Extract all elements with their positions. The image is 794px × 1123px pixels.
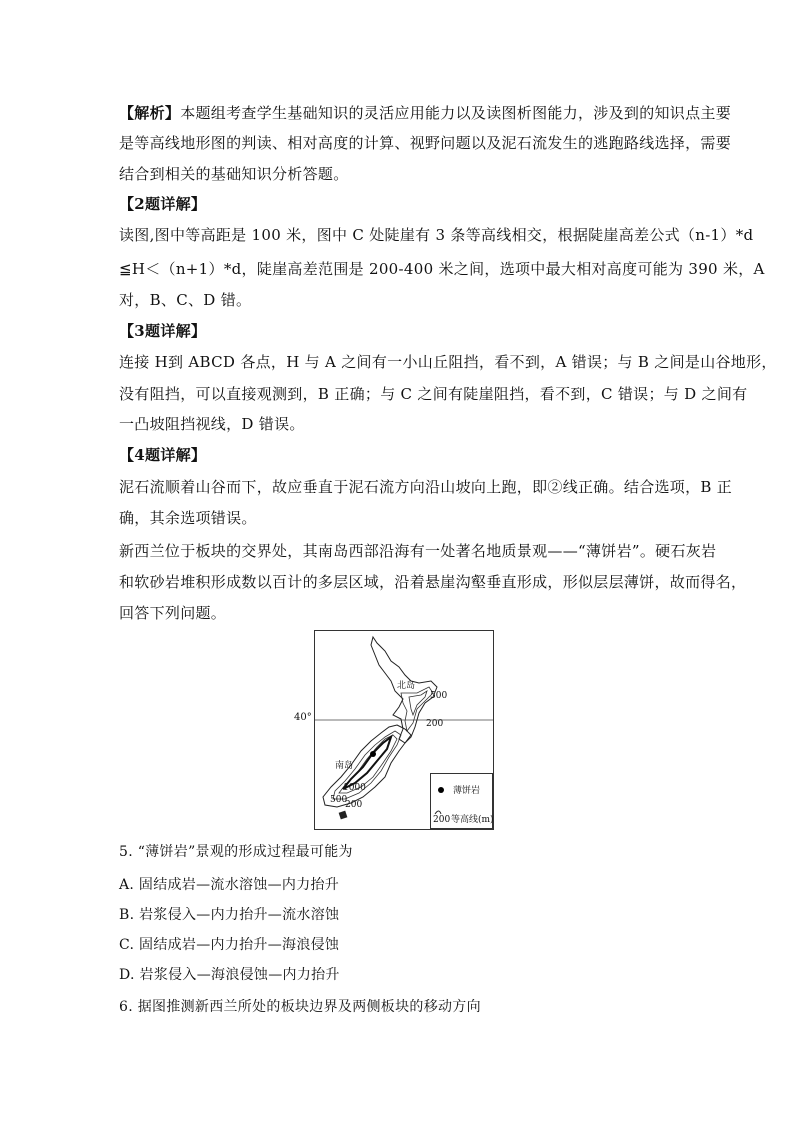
q4-header: 【4题详解】 [119, 446, 207, 464]
q2-header: 【2题详解】 [119, 195, 207, 213]
map-legend [430, 773, 493, 829]
legend-point-symbol [438, 787, 444, 793]
pancake-rocks-point [370, 751, 376, 757]
contour-200-north-label: 200 [426, 719, 444, 729]
q4-line-2: 确，其余选项错误。 [119, 509, 257, 527]
q3-line-3: 一凸坡阻挡视线，D 错误。 [119, 415, 305, 433]
q2-line-3: 对，B、C、D 错。 [119, 291, 252, 309]
q4-line-1: 泥石流顺着山谷而下，故应垂直于泥石流方向沿山坡向上跑，即②线正确。结合选项，B 正 [119, 478, 733, 496]
q5-option-a: A. 固结成岩—流水溶蚀—内力抬升 [119, 877, 340, 893]
intro-line-2: 和软砂岩堆积形成数以百计的多层区域，沿着悬崖沟壑垂直形成，形似层层薄饼，故而得名， [119, 573, 747, 591]
q5-option-b: B. 岩浆侵入—内力抬升—流水溶蚀 [119, 907, 340, 923]
analysis-label: 【解析】 [119, 104, 181, 122]
q6-stem: 6. 据图推测新西兰所处的板块边界及两侧板块的移动方向 [119, 999, 481, 1015]
north-contour-500 [409, 691, 427, 715]
legend-point-label: 薄饼岩 [453, 786, 481, 796]
q3-line-2: 没有阻挡，可以直接观测到，B 正确；与 C 之间有陡崖阻挡，看不到，C 错误；与 D 之间有 [119, 385, 748, 403]
q3-header: 【3题详解】 [119, 322, 207, 340]
contour-500-north-label: 500 [430, 691, 448, 701]
analysis-line-1 [119, 100, 732, 126]
legend-contour-symbol [435, 811, 441, 814]
analysis-line-3: 结合到相关的基础知识分析答题。 [119, 165, 349, 183]
legend-line-label: 等高线(m) [451, 815, 494, 825]
intro-line-1: 新西兰位于板块的交界处，其南岛西部沿海有一处著名地质景观——“薄饼岩”。硬石灰岩 [119, 542, 717, 560]
q5-option-c: C. 固结成岩—内力抬升—海浪侵蚀 [119, 937, 340, 953]
q3-line-1: 连接 H到 ABCD 各点，H 与 A 之间有一小山丘阻挡，看不到，A 错误；与 B 之间是山谷地形， [119, 353, 777, 371]
contour-200-south-label: 200 [345, 800, 363, 810]
north-island-label: 北岛 [397, 681, 416, 691]
south-island-label: 南岛 [335, 761, 354, 771]
analysis-line-2: 是等高线地形图的判读、相对高度的计算、视野问题以及泥石流发生的逃跑路线选择，需要 [119, 134, 732, 152]
stewart-island [339, 811, 347, 819]
q5-option-d: D. 岩浆侵入—海浪侵蚀—内力抬升 [119, 967, 340, 983]
q2-line-2: ≦H＜（n+1）*d，陡崖高差范围是 200-400 米之间，选项中最大相对高度可能为 390 米，A [119, 260, 765, 278]
q5-stem: 5. “薄饼岩”景观的形成过程最可能为 [119, 844, 353, 860]
legend-line-value: 200 [433, 815, 451, 825]
latitude-label: 40° [294, 712, 312, 723]
analysis-text-1: 本题组考查学生基础知识的灵活应用能力以及读图析图能力，涉及到的知识点主要 [180, 104, 732, 122]
intro-line-3: 回答下列问题。 [119, 604, 227, 622]
q2-line-1: 读图,图中等高距是 100 米，图中 C 处陡崖有 3 条等高线相交，根据陡崖高差公式（n-1）*d [119, 226, 754, 244]
contour-1000-label: 1000 [343, 783, 366, 793]
contour-500-south-label: 500 [330, 795, 348, 805]
